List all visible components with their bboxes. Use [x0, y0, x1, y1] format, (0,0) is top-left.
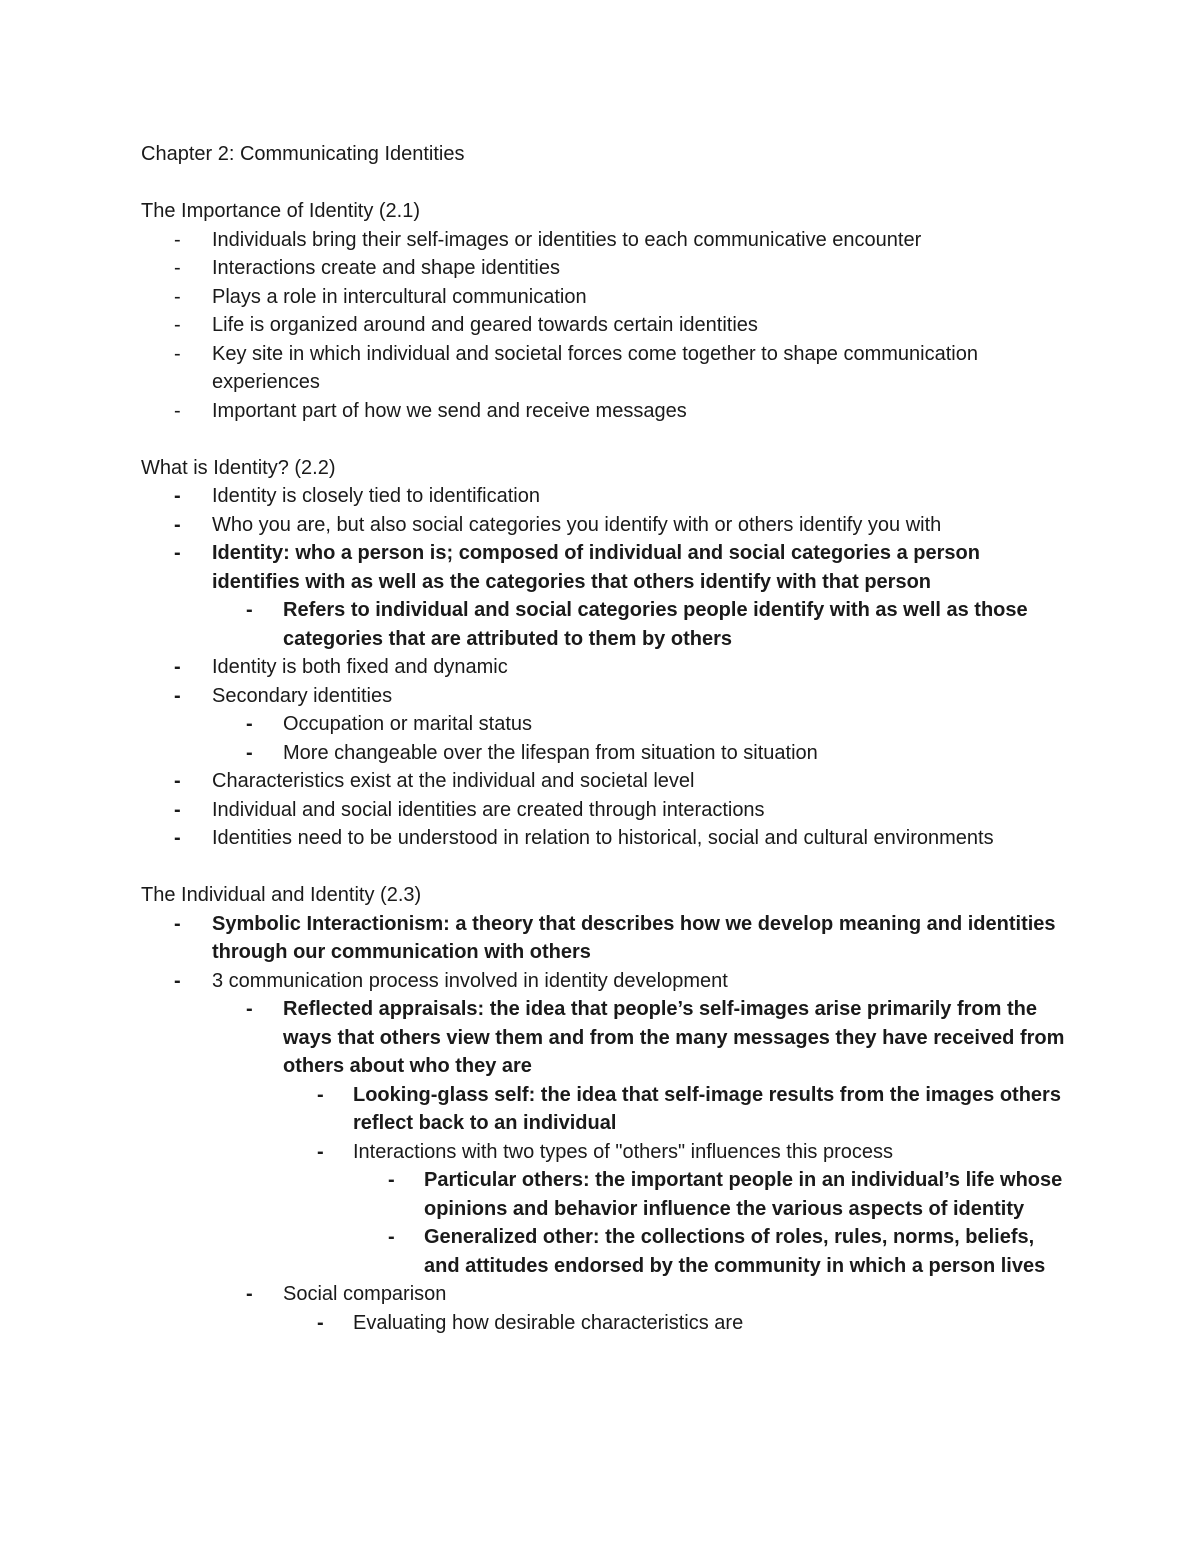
bullet-list: [141, 482, 1071, 853]
list-item: - Individuals bring their self-images or identities to each communicative encounter: [174, 228, 922, 251]
list-item: - Important part of how we send and receive messages: [174, 399, 687, 422]
list-item: - Looking-glass self: the idea that self-image results from the images others reflect back to an individual: [317, 1083, 1061, 1134]
list-item: - Identities need to be understood in relation to historical, social and cultural environments: [174, 827, 994, 849]
list-item: - Secondary identities: [174, 684, 393, 707]
list-item: - Identity: who a person is; composed of individual and social categories a person identifies with as well as the categories that others identify with that person: [174, 542, 980, 593]
list-item: - Interactions create and shape identities: [174, 257, 560, 279]
list-item: - Individual and social identities are created through interactions: [174, 798, 765, 821]
document-page: [141, 140, 1071, 1337]
list-item: - Occupation or marital status: [246, 713, 532, 735]
list-item: - Refers to individual and social categories people identify with as well as those categories that are attributed to them by others: [246, 599, 1028, 650]
list-item: - Generalized other: the collections of roles, rules, norms, beliefs, and attitudes endorsed by the community in which a person lives: [388, 1226, 1046, 1277]
document-title: Chapter 2: Communicating Identities: [141, 143, 465, 165]
list-item: - Identity is closely tied to identification: [174, 485, 540, 507]
list-item: - Symbolic Interactionism: a theory that describes how we develop meaning and identities through our communication with others: [174, 912, 1056, 963]
list-item: - Who you are, but also social categories you identify with or others identify you with: [174, 513, 942, 536]
spacer: [141, 853, 1071, 882]
list-item: - Plays a role in intercultural communication: [174, 285, 587, 308]
list-item: - Evaluating how desirable characteristics are: [317, 1311, 744, 1334]
list-item: - 3 communication process involved in identity development: [174, 969, 728, 992]
list-item: - Social comparison: [246, 1283, 447, 1305]
list-item: - Characteristics exist at the individual and societal level: [174, 770, 695, 792]
section-individual-and-identity: [141, 881, 1071, 1337]
list-item: - More changeable over the lifespan from situation to situation: [246, 741, 818, 764]
section-heading: The Individual and Identity (2.3): [141, 884, 422, 906]
section-what-is-identity: [141, 454, 1071, 853]
bullet-list: [141, 226, 1071, 426]
list-item: - Life is organized around and geared towards certain identities: [174, 314, 758, 336]
list-item: - Interactions with two types of "others" influences this process: [317, 1140, 894, 1163]
section-heading: What is Identity? (2.2): [141, 456, 336, 479]
spacer: [141, 425, 1071, 454]
bullet-list: [141, 910, 1071, 1338]
list-item: - Key site in which individual and societal forces come together to shape communication experiences: [174, 342, 978, 393]
list-item: - Reflected appraisals: the idea that people’s self-images arise primarily from the ways that others view them and from the many messages they have received from others about who they are: [246, 998, 1065, 1077]
section-importance-of-identity: [141, 197, 1071, 425]
list-item: - Particular others: the important people in an individual’s life whose opinions and behavior influence the various aspects of identity: [388, 1169, 1063, 1220]
list-item: - Identity is both fixed and dynamic: [174, 656, 508, 678]
section-heading: The Importance of Identity (2.1): [141, 200, 421, 222]
spacer: [141, 169, 1071, 198]
